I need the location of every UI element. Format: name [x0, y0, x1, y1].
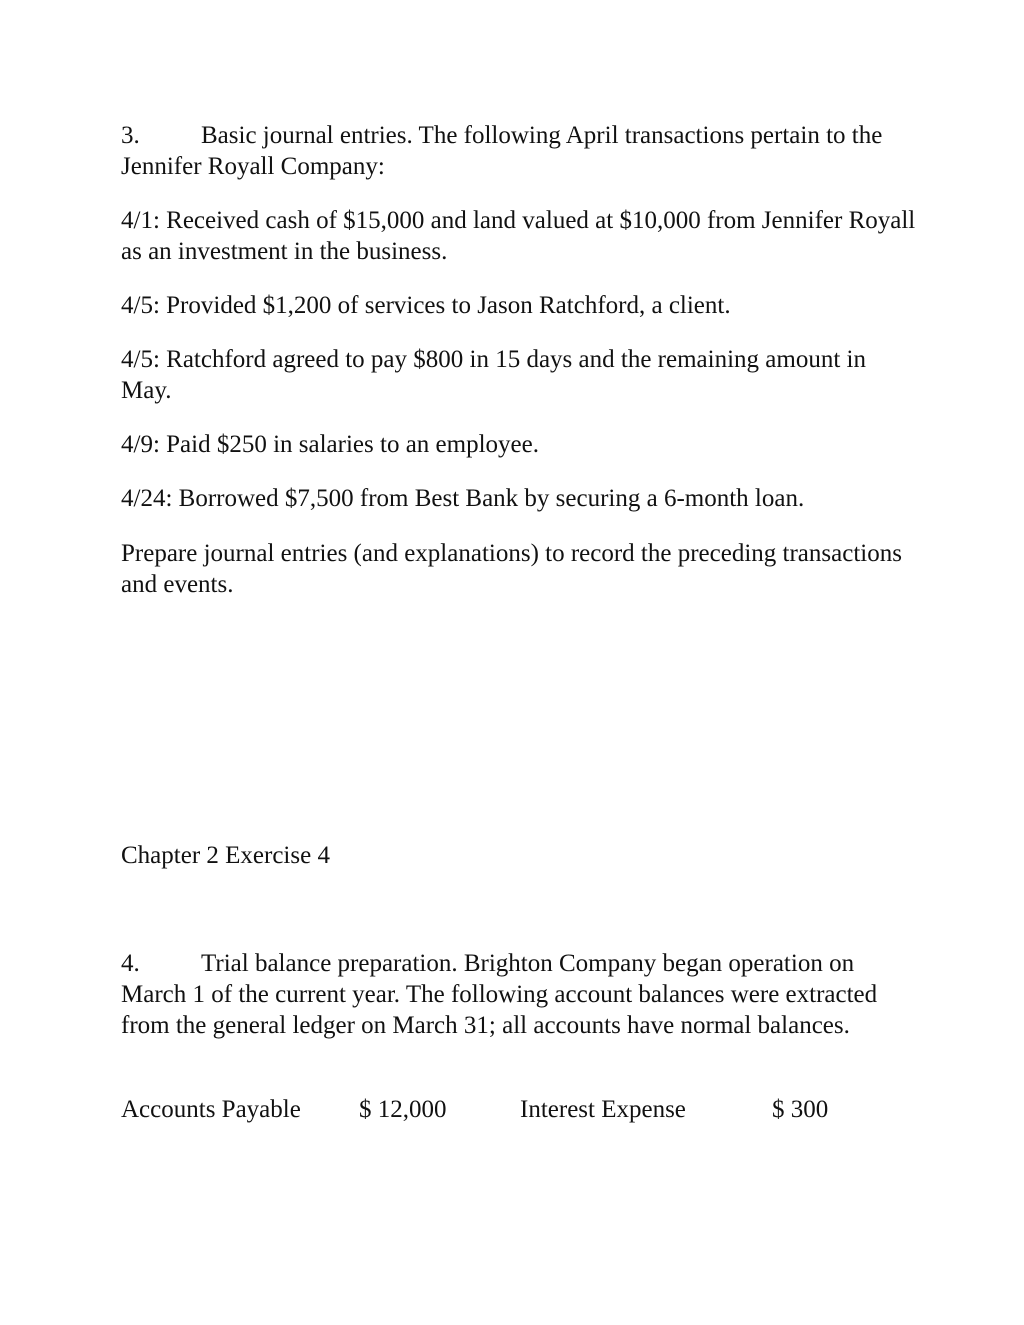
exercise-4-intro	[121, 948, 921, 1041]
exercise-3-instruction: Prepare journal entries (and explanations) to record the preceding transactions and events.	[121, 540, 902, 598]
transaction-4-5-payment: 4/5: Ratchford agreed to pay $800 in 15 days and the remaining amount in May.	[121, 346, 866, 404]
exercise-3-intro-text: Basic journal entries. The following April transactions pertain to the Jennifer Royall Company:	[121, 122, 883, 180]
account-amount: $ 300	[772, 1096, 829, 1123]
transaction-4-5-services: 4/5: Provided $1,200 of services to Jason Ratchford, a client.	[121, 292, 731, 319]
exercise-4-number: 4.	[121, 950, 140, 977]
account-name: Accounts Payable	[121, 1096, 301, 1123]
exercise-3-number: 3.	[121, 122, 140, 149]
exercise-4-heading: Chapter 2 Exercise 4	[121, 842, 330, 869]
exercise-4-intro-text: Trial balance preparation. Brighton Company began operation on March 1 of the current year. The following account balances were extracted from the general ledger on March 31; all accounts have normal balances.	[121, 950, 878, 1039]
transaction-4-24: 4/24: Borrowed $7,500 from Best Bank by securing a 6-month loan.	[121, 485, 805, 512]
exercise-3-intro	[121, 120, 921, 182]
account-amount: $ 12,000	[359, 1096, 447, 1123]
transaction-4-1: 4/1: Received cash of $15,000 and land valued at $10,000 from Jennifer Royall as an investment in the business.	[121, 207, 916, 265]
account-name: Interest Expense	[520, 1096, 686, 1123]
transaction-4-9: 4/9: Paid $250 in salaries to an employee.	[121, 431, 539, 458]
